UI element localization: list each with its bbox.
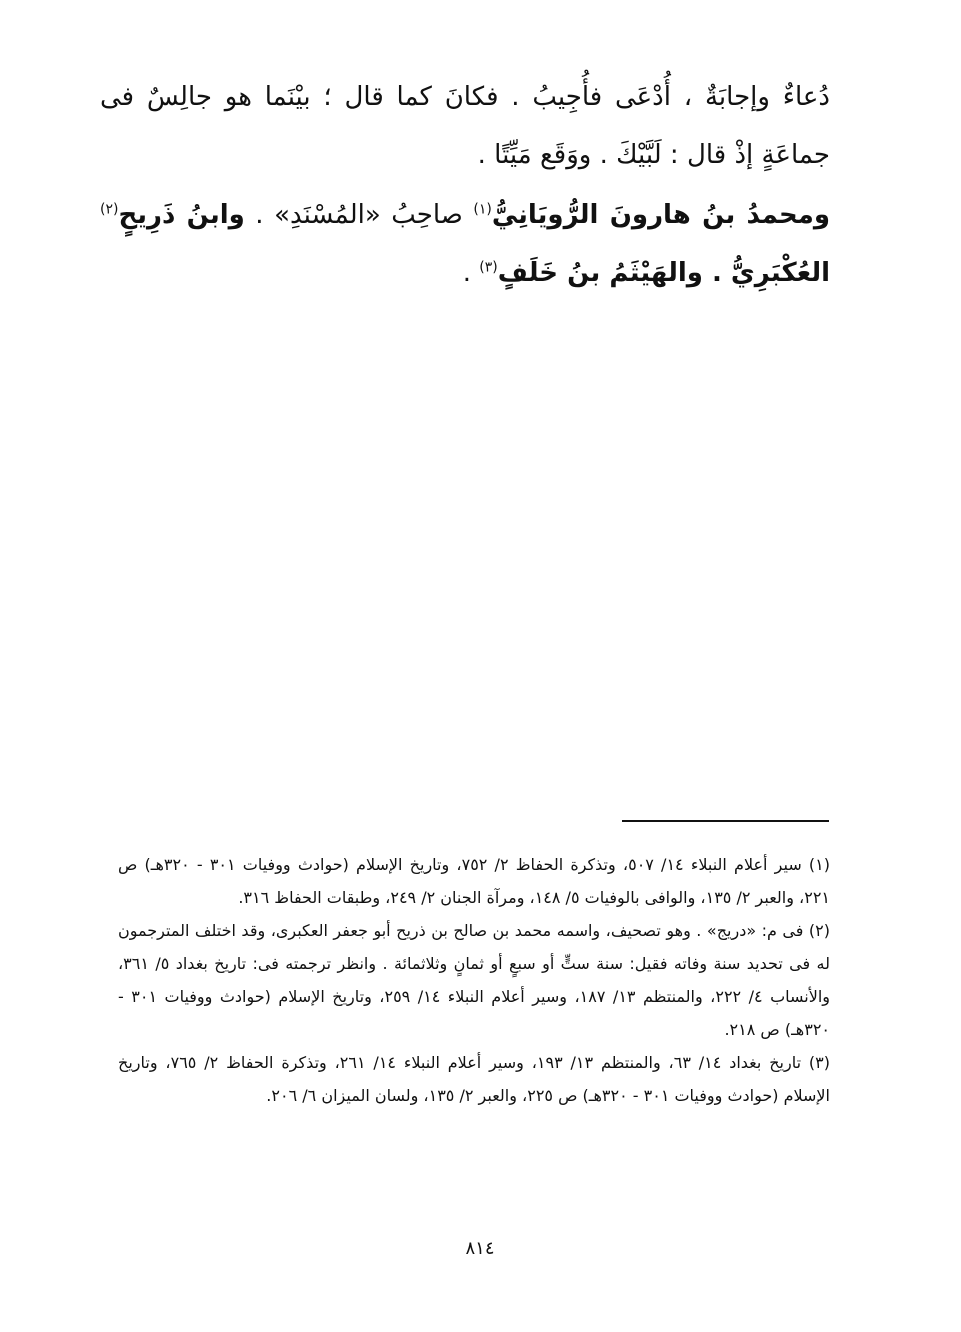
footnote-marker-3[interactable]: (٣)	[479, 259, 498, 276]
footnote-marker-1[interactable]: (١)	[473, 201, 492, 218]
footnotes-section	[118, 848, 830, 1112]
entry-description-1: صاحِبُ «المُسْنَدِ» .	[244, 200, 474, 230]
body-paragraph-1: دُعاءٌ وإجابَةٌ ، أُدْعَى فأُجِيبُ . فكانَ كما قال ؛ بيْنَما هو جالِسٌ فى جماعَةٍ إذْ قال : لَبَّيْكَ . ووَقَع مَيِّتًا .	[100, 82, 830, 170]
entry-end: .	[462, 258, 480, 288]
footnote-separator	[622, 820, 829, 822]
footnote-3: (٣) تاريخ بغداد ١٤/ ٦٣، والمنتظم ١٣/ ١٩٣، وسير أعلام النبلاء ١٤/ ٢٦١، وتذكرة الحفاظ ٢/ ٧٦٥، وتاريخ الإسلام (حوادث ووفيات ٣٠١ - ٣٢٠هـ) ص ٢٢٥، والعبر ٢/ ١٣٥، ولسان الميزان ٦/ ٢٠٦.	[118, 1053, 830, 1105]
page-number: ٨١٤	[465, 1238, 495, 1259]
body-paragraph-2	[100, 186, 830, 302]
footnote-2: (٢) فى م: «دريج» . وهو تصحيف، واسمه محمد بن صالح بن ذريح أبو جعفر العكبرى، وقد اختلف المترجمون له فى تحديد سنة وفاته فقيل: سنة ستٍّ أو سبعٍ أو ثمانٍ وثلاثمائة . وانظر ترجمته فى: تاريخ بغداد ٥/ ٣٦١، والأنساب ٤/ ٢٢٢، والمنتظم ١٣/ ١٨٧، وسير أعلام النبلاء ١٤/ ٢٥٩، وتاريخ الإسلام (حوادث ووفيات ٣٠١ - ٣٢٠هـ) ص ٢١٨.	[118, 921, 831, 1039]
entry-name-2: وابنُ ذَرِيحٍ	[118, 200, 245, 230]
footnote-1: (١) سير أعلام النبلاء ١٤/ ٥٠٧، وتذكرة الحفاظ ٢/ ٧٥٢، وتاريخ الإسلام (حوادث ووفيات ٣٠١ - ٣٢٠هـ) ص ٢٢١، والعبر ٢/ ١٣٥، والوافى بالوفيات ٥/ ١٤٨، ومرآة الجنان ٢/ ٢٤٩، وطبقات الحفاظ ٣١٦.	[118, 855, 831, 907]
footnote-marker-2[interactable]: (٢)	[100, 201, 119, 218]
entry-name-1: ومحمدُ بنُ هارونَ الرُّويَانِيُّ	[491, 200, 830, 230]
entry-name-3: العُكْبَرِيُّ . والهَيْثَمُ بنُ خَلَفٍ	[497, 258, 830, 288]
